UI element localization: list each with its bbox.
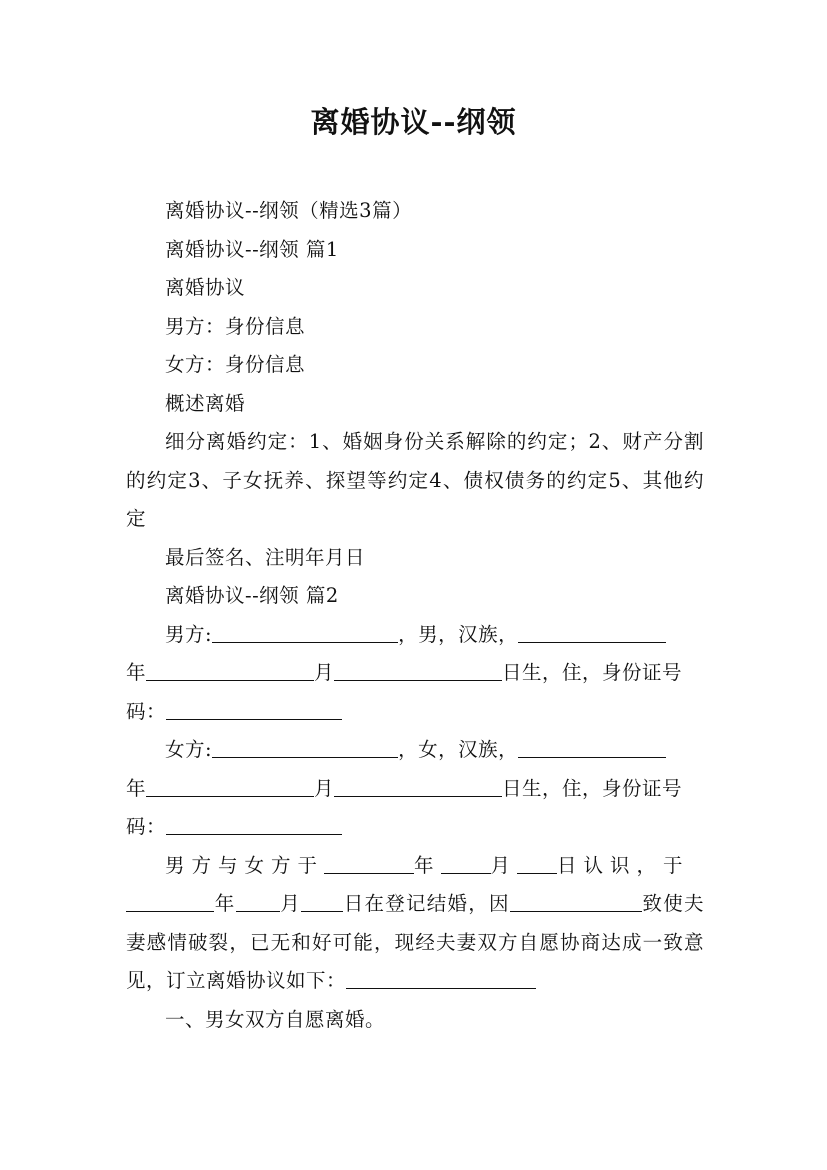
paragraph-male-party xyxy=(126,616,704,732)
female-birth-day-blank xyxy=(334,774,502,797)
male-year-label: 年 xyxy=(126,661,147,684)
paragraph-detailed-terms: 细分离婚约定：1、婚姻身份关系解除的约定；2、财产分割的约定3、子女抚养、探望等约定4、债权债务的约定5、其他约定 xyxy=(126,430,704,530)
paragraph-male-info: 男方：身份信息 xyxy=(165,314,306,338)
marriage-day-blank xyxy=(301,889,343,912)
marriage-day-label: 日在登记结婚，因 xyxy=(343,892,510,915)
meet-year-label: 年 xyxy=(414,853,441,877)
paragraph-section-1-heading: 离婚协议--纲领 篇1 xyxy=(165,237,339,261)
paragraph-female-party xyxy=(126,731,704,847)
marriage-month-blank xyxy=(236,889,280,912)
male-id-blank xyxy=(166,697,342,720)
female-id-label: 码： xyxy=(126,815,167,838)
male-month-label: 月 xyxy=(314,661,335,684)
male-gender-ethnicity: ，男，汉族， xyxy=(398,622,519,646)
document-title: 离婚协议--纲领 xyxy=(310,105,517,139)
female-month-label: 月 xyxy=(314,776,335,800)
divorce-reason-blank xyxy=(510,889,642,912)
agreement-blank xyxy=(346,966,536,989)
marriage-year-label: 年 xyxy=(214,892,236,915)
document-body xyxy=(126,192,704,1039)
male-birth-day-blank xyxy=(334,658,502,681)
male-name-blank xyxy=(212,620,398,643)
paragraph-agreement-label: 离婚协议 xyxy=(165,276,246,299)
meet-day-blank xyxy=(517,851,557,874)
female-day-address-label: 日生，住，身份证号 xyxy=(502,776,683,800)
meet-day-label: 日认识，于 xyxy=(557,853,690,877)
female-year-label: 年 xyxy=(126,776,147,800)
paragraph-section-2-heading: 离婚协议--纲领 篇2 xyxy=(165,584,339,607)
male-day-address-label: 日生，住，身份证号 xyxy=(502,661,683,684)
meet-text-1: 男方与女方于 xyxy=(165,853,325,877)
meet-month-label: 月 xyxy=(490,853,518,877)
paragraph-signature-note: 最后签名、注明年月日 xyxy=(165,545,366,569)
male-prefix: 男方: xyxy=(165,622,213,646)
female-name-blank xyxy=(212,735,398,758)
marriage-year-blank xyxy=(126,889,214,912)
paragraph-female-info: 女方：身份信息 xyxy=(165,353,306,376)
paragraph-subtitle: 离婚协议--纲领（精选3篇） xyxy=(165,199,413,222)
female-gender-ethnicity: ，女，汉族， xyxy=(398,738,519,761)
female-prefix: 女方: xyxy=(165,738,213,761)
meet-year-blank xyxy=(324,851,414,874)
male-birth-year-blank xyxy=(518,620,666,643)
female-birth-year-blank xyxy=(518,735,666,758)
meet-text-8: 致使夫妻感情破裂，已无和好可能，现经夫妻双方自愿协商达成一致意见，订立离婚协议如下： xyxy=(126,892,704,992)
marriage-month-label: 月 xyxy=(279,892,301,915)
paragraph-marriage-history xyxy=(126,847,704,1001)
female-birth-month-blank xyxy=(146,774,314,797)
female-id-blank xyxy=(166,812,342,835)
male-id-label: 码： xyxy=(126,699,167,723)
meet-month-blank xyxy=(441,851,491,874)
male-birth-month-blank xyxy=(146,658,314,681)
paragraph-overview: 概述离婚 xyxy=(165,391,246,415)
paragraph-clause-1: 一、男女双方自愿离婚。 xyxy=(165,1007,386,1031)
